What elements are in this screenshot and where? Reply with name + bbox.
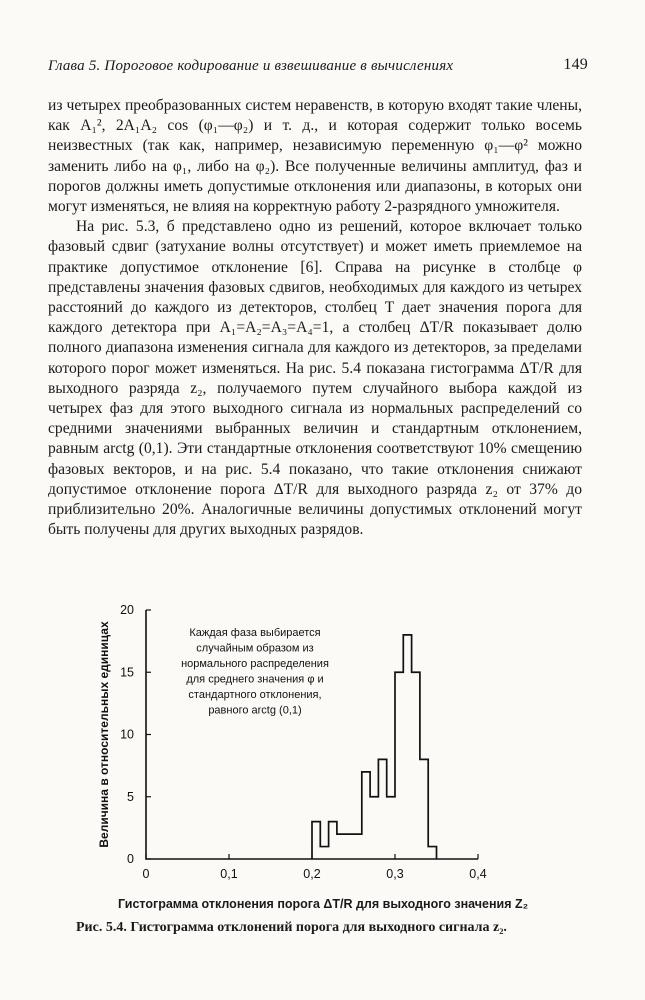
annotation-line: случайным образом из [196, 642, 314, 655]
y-tick-label: 0 [127, 852, 134, 866]
histogram-bin [395, 672, 403, 859]
histogram-bin [378, 759, 386, 859]
y-tick-label: 5 [127, 789, 134, 804]
y-axis-label: Величина в относительных единицах [97, 621, 111, 848]
histogram-bin [387, 797, 395, 859]
histogram-bin [370, 797, 378, 859]
annotation-line: Каждая фаза выбирается [189, 627, 321, 639]
histogram-bin [354, 834, 362, 859]
histogram-bin [420, 759, 428, 859]
figure-caption: Рис. 5.4. Гистограмма отклонений порога для выходного сигнала z₂. [76, 920, 507, 935]
histogram-chart [0, 600, 645, 900]
y-tick-label: 10 [120, 727, 134, 742]
x-tick-label: 0 [142, 867, 150, 881]
histogram-bin [345, 834, 353, 859]
running-title: Глава 5. Пороговое кодирование и взвешивание в вычислениях [48, 58, 454, 74]
histogram-bin [403, 635, 411, 859]
x-tick-label: 0,2 [303, 867, 321, 881]
annotation-line: стандартного отклонения, [188, 689, 322, 701]
histogram-bin [428, 847, 436, 859]
y-tick-label: 20 [120, 603, 134, 617]
paragraph-2: На рис. 5.3, б представлено одно из решений, которое включает только фазовый сдвиг (затухание волны отсутствует) и может иметь приемлемое на практике допустимое отклонение [6]. Справа на рисунке в столбце φ представлены значения фазовых сдвигов, необходимых для каждого из четырех расстояний до каждого из детекторов, столбец T дает значения порога для каждого детектора при A₁=A₂=A₃=A₄=1, а столбец ΔT/R показывает долю полного диапазона изменения сигнала для каждого из детекторов, за пределами которого порог может изменяться. На рис. 5.4 показана гистограмма ΔT/R для выходного разряда z₂, получаемого путем случайного выбора каждой из четырех фаз для этого выходного сигнала из нормальных распределений со средними значениями выбранных величин и стандартным отклонением, равным arctg (0,1). Эти стандартные отклонения соответствуют 10% смещению фазовых векторов, и на рис. 5.4 показано, что такие отклонения снижают допустимое отклонение порога ΔT/R для выходного разряда z₂ от 37% до приблизительно 20%. Аналогичные величины допустимых отклонений могут быть получены для других выходных разрядов. [48, 218, 582, 539]
histogram-bin [320, 847, 328, 859]
x-tick-label: 0,3 [386, 867, 404, 881]
y-tick-label: 15 [120, 665, 134, 680]
annotation-line: равного arctg (0,1) [208, 704, 302, 717]
x-tick-label: 0,1 [220, 867, 238, 881]
annotation-line: для среднего значения φ и [186, 673, 324, 686]
running-header [48, 58, 588, 75]
paragraph-1: из четырех преобразованных систем неравенств, в которую входят такие члены, как A₁², 2A₁A₂ cos (φ₁—φ₂) и т. д., и которая содержит только восемь неизвестных (так как, например, независимую переменную φ₁—φ² можно заменить либо на φ₁, либо на φ₂). Все полученные величины амплитуд, фаз и порогов должны иметь допустимые отклонения или диапазоны, в которых они могут изменяться, не влияя на корректную работу 2-разрядного умножителя. [48, 97, 582, 216]
body-text [48, 96, 582, 540]
page-number: 149 [563, 56, 588, 73]
histogram-bin [362, 772, 370, 859]
histogram-bin [312, 822, 320, 859]
histogram-bin [329, 822, 337, 859]
histogram-bin [412, 672, 420, 859]
histogram-bin [337, 834, 345, 859]
x-tick-label: 0,4 [469, 867, 487, 881]
annotation-line: нормального распределения [181, 658, 329, 670]
x-axis-label: Гистограмма отклонения порога ΔT/R для выходного значения Z₂ [118, 897, 529, 911]
